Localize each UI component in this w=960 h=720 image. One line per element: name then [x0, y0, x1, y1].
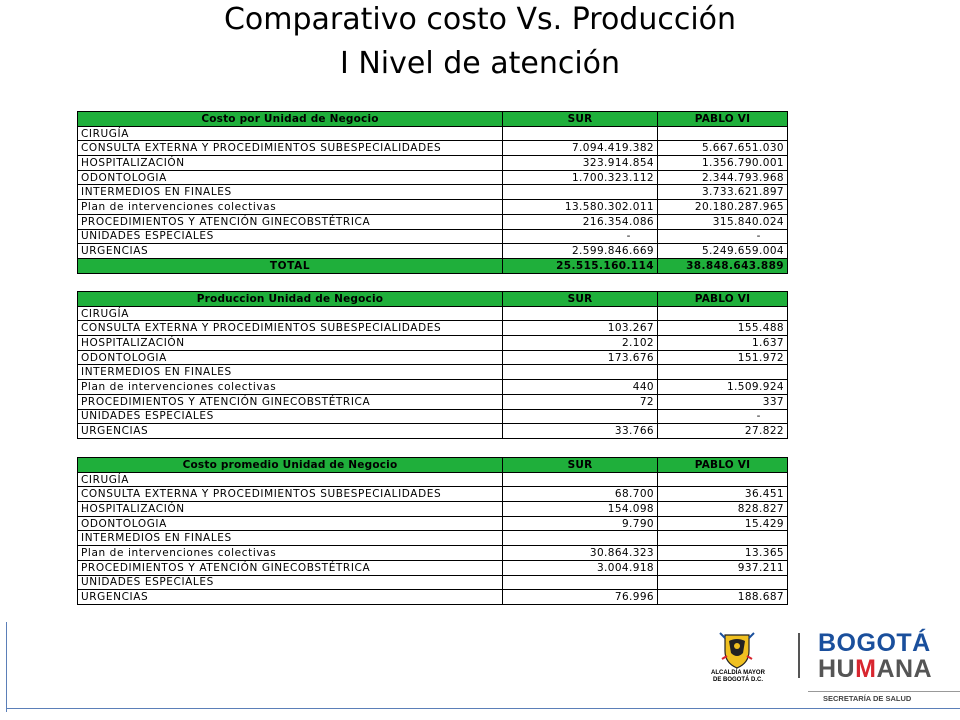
row-value: 323.914.854 — [503, 156, 658, 171]
row-value: 27.822 — [658, 424, 788, 439]
header-row — [78, 112, 788, 127]
secretaria-label: SECRETARÍA DE SALUD — [808, 691, 960, 706]
row-value: 13.365 — [658, 546, 788, 561]
table-row — [78, 546, 788, 561]
total-label: TOTAL — [78, 258, 503, 273]
row-label: URGENCIAS — [78, 590, 503, 605]
row-label: CIRUGÍA — [78, 472, 503, 487]
column-header: SUR — [503, 458, 658, 473]
column-header: PABLO VI — [658, 112, 788, 127]
total-value: 25.515.160.114 — [503, 258, 658, 273]
table-row — [78, 575, 788, 590]
row-value: 3.733.621.897 — [658, 185, 788, 200]
row-value: 30.864.323 — [503, 546, 658, 561]
row-value: 5.667.651.030 — [658, 141, 788, 156]
row-value — [658, 126, 788, 141]
row-value — [658, 575, 788, 590]
row-value: 2.102 — [503, 336, 658, 351]
humana-part1: HU — [818, 655, 856, 683]
row-label: CIRUGÍA — [78, 306, 503, 321]
table-row — [78, 244, 788, 259]
row-value — [503, 409, 658, 424]
row-label: HOSPITALIZACIÓN — [78, 336, 503, 351]
row-value: 315.840.024 — [658, 214, 788, 229]
table-row — [78, 141, 788, 156]
row-value: 3.004.918 — [503, 560, 658, 575]
row-value: 7.094.419.382 — [503, 141, 658, 156]
table-row — [78, 472, 788, 487]
row-value — [658, 472, 788, 487]
row-value: 440 — [503, 380, 658, 395]
row-value: 173.676 — [503, 350, 658, 365]
row-label: PROCEDIMIENTOS Y ATENCIÓN GINECOBSTÉTRICA — [78, 560, 503, 575]
humana-part2: M — [855, 655, 877, 683]
header-row — [78, 292, 788, 307]
column-header: Costo promedio Unidad de Negocio — [78, 458, 503, 473]
row-value: 15.429 — [658, 516, 788, 531]
row-value: 216.354.086 — [503, 214, 658, 229]
row-label: PROCEDIMIENTOS Y ATENCIÓN GINECOBSTÉTRICA — [78, 394, 503, 409]
row-value: 5.249.659.004 — [658, 244, 788, 259]
produccion-table — [77, 291, 788, 439]
table-row — [78, 531, 788, 546]
table-row — [78, 560, 788, 575]
column-header: SUR — [503, 112, 658, 127]
row-value — [503, 185, 658, 200]
row-label: ODONTOLOGIA — [78, 516, 503, 531]
row-value: 1.700.323.112 — [503, 170, 658, 185]
row-value — [503, 365, 658, 380]
table-row — [78, 487, 788, 502]
column-header: Produccion Unidad de Negocio — [78, 292, 503, 307]
table-row — [78, 516, 788, 531]
row-value: 36.451 — [658, 487, 788, 502]
row-label: CONSULTA EXTERNA Y PROCEDIMIENTOS SUBESPECIALIDADES — [78, 141, 503, 156]
row-value: 155.488 — [658, 321, 788, 336]
row-value: 9.790 — [503, 516, 658, 531]
row-label: HOSPITALIZACIÓN — [78, 156, 503, 171]
page-subtitle: I Nivel de atención — [339, 46, 621, 81]
row-label: HOSPITALIZACIÓN — [78, 502, 503, 517]
row-value: - — [658, 409, 788, 424]
row-value: 103.267 — [503, 321, 658, 336]
logo-separator — [798, 633, 800, 678]
row-label: Plan de intervenciones colectivas — [78, 380, 503, 395]
row-value: 188.687 — [658, 590, 788, 605]
row-value: 1.356.790.001 — [658, 156, 788, 171]
costo-table — [77, 111, 788, 274]
row-label: UNIDADES ESPECIALES — [78, 409, 503, 424]
row-label: CIRUGÍA — [78, 126, 503, 141]
row-label: INTERMEDIOS EN FINALES — [78, 185, 503, 200]
alcaldia-label — [700, 670, 776, 684]
row-label: URGENCIAS — [78, 424, 503, 439]
row-label: Plan de intervenciones colectivas — [78, 546, 503, 561]
footer-logos — [700, 625, 960, 720]
row-value — [503, 531, 658, 546]
row-value: 154.098 — [503, 502, 658, 517]
alcaldia-line1: ALCALDÍA MAYOR — [711, 670, 765, 676]
row-value — [658, 306, 788, 321]
row-value — [503, 472, 658, 487]
row-value: 1.509.924 — [658, 380, 788, 395]
row-value: 72 — [503, 394, 658, 409]
table-row — [78, 502, 788, 517]
row-value: - — [503, 229, 658, 244]
row-value — [503, 126, 658, 141]
table-row — [78, 590, 788, 605]
row-label: UNIDADES ESPECIALES — [78, 575, 503, 590]
row-label: ODONTOLOGIA — [78, 350, 503, 365]
table-row — [78, 170, 788, 185]
row-label: Plan de intervenciones colectivas — [78, 200, 503, 215]
row-label: CONSULTA EXTERNA Y PROCEDIMIENTOS SUBESPECIALIDADES — [78, 487, 503, 502]
row-label: CONSULTA EXTERNA Y PROCEDIMIENTOS SUBESPECIALIDADES — [78, 321, 503, 336]
row-value: 2.344.793.968 — [658, 170, 788, 185]
total-value: 38.848.643.889 — [658, 258, 788, 273]
alcaldia-line2: DE BOGOTÁ D.C. — [712, 677, 763, 683]
table-row — [78, 380, 788, 395]
table-row — [78, 214, 788, 229]
row-value: 68.700 — [503, 487, 658, 502]
table-row — [78, 200, 788, 215]
left-divider — [6, 622, 7, 712]
table-row — [78, 306, 788, 321]
column-header: Costo por Unidad de Negocio — [78, 112, 503, 127]
row-label: INTERMEDIOS EN FINALES — [78, 365, 503, 380]
table-row — [78, 336, 788, 351]
row-label: UNIDADES ESPECIALES — [78, 229, 503, 244]
row-value: 13.580.302.011 — [503, 200, 658, 215]
row-label: PROCEDIMIENTOS Y ATENCIÓN GINECOBSTÉTRICA — [78, 214, 503, 229]
table-row — [78, 126, 788, 141]
header-row — [78, 458, 788, 473]
table-row — [78, 185, 788, 200]
humana-wordmark — [818, 655, 932, 684]
row-value — [503, 306, 658, 321]
row-value — [503, 575, 658, 590]
humana-part3: ANA — [876, 655, 933, 683]
table-row — [78, 409, 788, 424]
coat-of-arms-icon — [716, 629, 758, 671]
row-value: 76.996 — [503, 590, 658, 605]
table-row — [78, 350, 788, 365]
row-value: 828.827 — [658, 502, 788, 517]
row-value: 2.599.846.669 — [503, 244, 658, 259]
row-label: ODONTOLOGIA — [78, 170, 503, 185]
row-value: - — [658, 229, 788, 244]
row-label: URGENCIAS — [78, 244, 503, 259]
page-title: Comparativo costo Vs. Producción — [223, 2, 737, 37]
table-row — [78, 365, 788, 380]
row-value: 937.211 — [658, 560, 788, 575]
column-header: PABLO VI — [658, 458, 788, 473]
table-row — [78, 321, 788, 336]
row-value: 20.180.287.965 — [658, 200, 788, 215]
promedio-table — [77, 457, 788, 605]
table-row — [78, 229, 788, 244]
row-value: 151.972 — [658, 350, 788, 365]
row-value — [658, 365, 788, 380]
row-label: INTERMEDIOS EN FINALES — [78, 531, 503, 546]
column-header: SUR — [503, 292, 658, 307]
row-value: 33.766 — [503, 424, 658, 439]
row-value — [658, 531, 788, 546]
bogota-wordmark: BOGOTÁ — [818, 629, 931, 657]
table-row — [78, 394, 788, 409]
table-row — [78, 156, 788, 171]
column-header: PABLO VI — [658, 292, 788, 307]
table-row — [78, 424, 788, 439]
total-row — [78, 258, 788, 273]
row-value: 1.637 — [658, 336, 788, 351]
row-value: 337 — [658, 394, 788, 409]
